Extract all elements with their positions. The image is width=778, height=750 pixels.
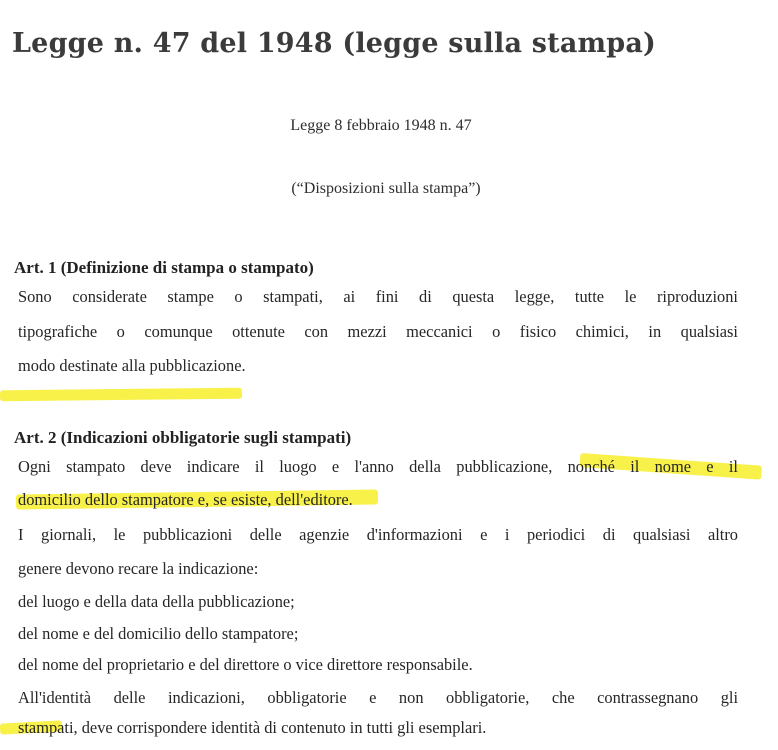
art1-line: Sono considerate stampe o stampati, ai fini di questa legge, tutte le riproduzioni: [18, 287, 738, 306]
art2-line: I giornali, le pubblicazioni delle agenzie d'informazioni e i periodici di qualsiasi altro: [18, 525, 738, 544]
art2-line: Ogni stampato deve indicare il luogo e l'anno della pubblicazione, nonché il nome e il: [18, 457, 738, 476]
art2-line: stampati, deve corrispondere identità di contenuto in tutti gli esemplari.: [18, 718, 487, 737]
art2-line: domicilio dello stampatore e, se esiste, dell'editore.: [18, 490, 353, 509]
art2-line: All'identità delle indicazioni, obbligatorie e non obbligatorie, che contrassegnano gli: [18, 688, 738, 707]
art2-line: del nome del proprietario e del direttore o vice direttore responsabile.: [18, 655, 473, 674]
art1-line: tipografiche o comunque ottenute con mezzi meccanici o fisico chimici, in qualsiasi: [18, 322, 738, 341]
document-title: Legge n. 47 del 1948 (legge sulla stampa): [12, 28, 657, 59]
art2-line: del nome e del domicilio dello stampatore;: [18, 624, 299, 643]
art2-line: del luogo e della data della pubblicazione;: [18, 592, 295, 611]
art2-heading: Art. 2 (Indicazioni obbligatorie sugli stampati): [14, 428, 352, 447]
law-subtitle: (“Disposizioni sulla stampa”): [291, 180, 481, 197]
art1-line: modo destinate alla pubblicazione.: [18, 356, 246, 375]
law-reference: Legge 8 febbraio 1948 n. 47: [290, 117, 472, 134]
art1-heading: Art. 1 (Definizione di stampa o stampato): [14, 258, 314, 277]
art2-line: genere devono recare la indicazione:: [18, 559, 259, 578]
